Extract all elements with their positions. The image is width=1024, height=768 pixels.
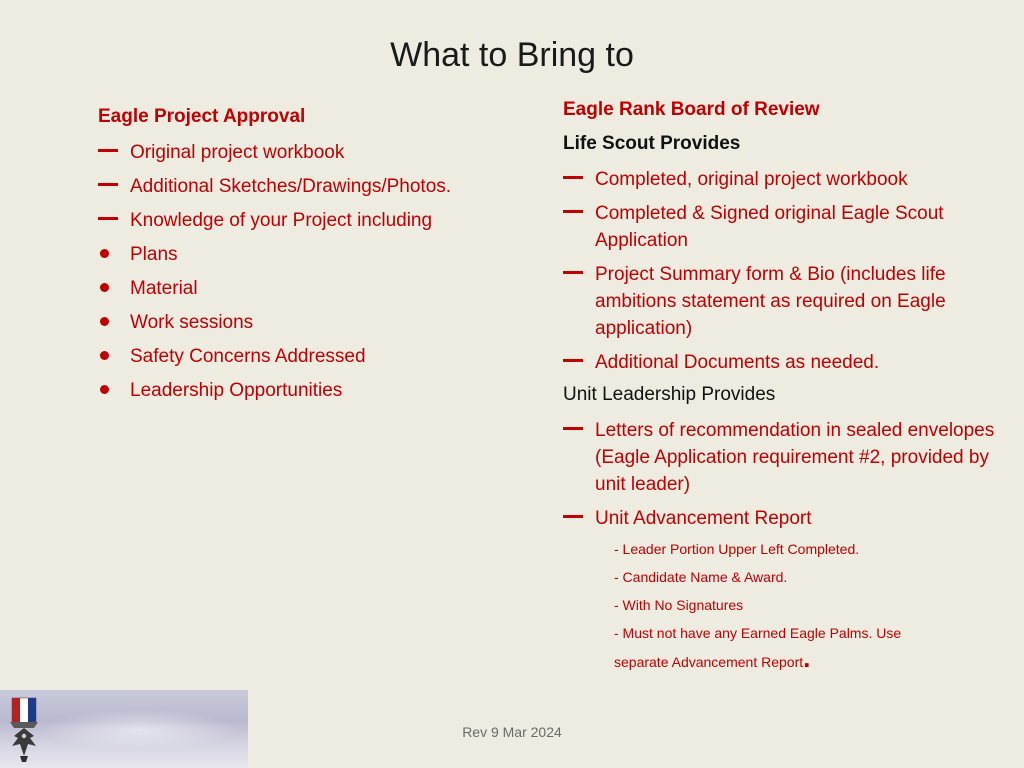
list-item: Work sessions [98, 309, 528, 336]
dash-bullet-icon [98, 173, 130, 200]
eagle-scout-emblem-icon [4, 692, 44, 764]
unit-leadership-heading: Unit Leadership Provides [563, 384, 776, 405]
slide-title: What to Bring to [390, 36, 634, 74]
dash-bullet-icon [563, 166, 595, 193]
list-item: Leadership Opportunities [98, 377, 528, 404]
cloud-haze [40, 710, 240, 750]
sub-item: separate Advancement Report. [614, 643, 811, 673]
project-approval-column [98, 105, 528, 411]
dot-bullet-icon [98, 343, 130, 370]
list-item: Material [98, 275, 528, 302]
dash-bullet-icon [563, 349, 595, 376]
list-item: Safety Concerns Addressed [98, 343, 528, 370]
list-item: Original project workbook [98, 139, 528, 166]
list-item: Additional Documents as needed. [563, 349, 1003, 376]
sub-item: - With No Signatures [614, 597, 744, 613]
sub-item: - Leader Portion Upper Left Completed. [614, 541, 860, 557]
list-item: Knowledge of your Project including [98, 207, 528, 234]
decorative-banner [0, 690, 248, 768]
dot-bullet-icon [98, 241, 130, 268]
list-item: Completed, original project workbook [563, 166, 1003, 193]
dash-bullet-icon [563, 200, 595, 227]
board-of-review-column [563, 98, 1003, 680]
scout-provides-heading: Life Scout Provides [563, 133, 741, 154]
list-item: Unit Advancement Report [563, 505, 1003, 532]
dash-bullet-icon [98, 207, 130, 234]
dash-bullet-icon [563, 505, 595, 532]
list-item: Project Summary form & Bio (includes life ambitions statement as required on Eagle application) [563, 261, 1003, 342]
dot-bullet-icon [98, 309, 130, 336]
sub-item: - Must not have any Earned Eagle Palms. Use [614, 625, 902, 641]
dot-bullet-icon [98, 275, 130, 302]
sub-item: - Candidate Name & Award. [614, 569, 788, 585]
list-item: Additional Sketches/Drawings/Photos. [98, 173, 528, 200]
dot-bullet-icon [98, 377, 130, 404]
list-item: Letters of recommendation in sealed envelopes (Eagle Application requirement #2, provided by unit leader) [563, 417, 1003, 498]
dash-bullet-icon [98, 139, 130, 166]
board-of-review-heading: Eagle Rank Board of Review [563, 99, 820, 120]
list-item: Plans [98, 241, 528, 268]
revision-footer: Rev 9 Mar 2024 [462, 724, 562, 740]
list-item: Completed & Signed original Eagle Scout Application [563, 200, 1003, 254]
dash-bullet-icon [563, 417, 595, 444]
dash-bullet-icon [563, 261, 595, 288]
project-approval-heading: Eagle Project Approval [98, 106, 306, 127]
